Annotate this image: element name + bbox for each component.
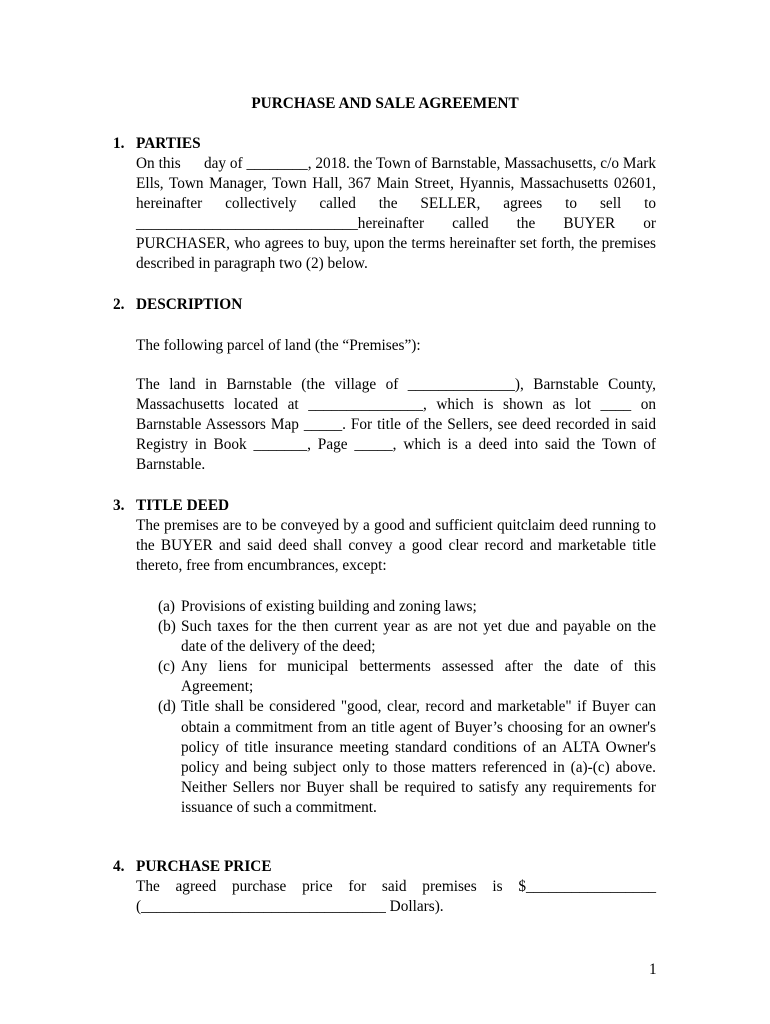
page-number: 1: [649, 961, 657, 978]
list-item-label: (d): [158, 698, 176, 716]
section-heading: DESCRIPTION: [136, 296, 243, 313]
description-paragraph: The land in Barnstable (the village of ______________), Barnstable County, Massachusetts located at _______________, which is shown as lot ____ on Barnstable Assessors Map _____. For title of the Sellers, see deed recorded in said Registry in Book _______, Page _____, which is a deed into said the Town of Barnstable.: [136, 376, 656, 474]
purchase-price-paragraph: The agreed purchase price for said premises is $_________________ (________________________________ Dollars).: [136, 878, 656, 916]
section-number: 1.: [113, 135, 125, 152]
list-item-text: Such taxes for the then current year as are not yet due and payable on the date of the delivery of the deed;: [181, 618, 656, 656]
list-item: [158, 597, 656, 617]
section-heading: PARTIES: [136, 135, 201, 152]
list-item-label: (b): [158, 618, 176, 636]
list-item-label: (c): [158, 658, 175, 676]
parties-paragraph: On this day of ________, 2018. the Town of Barnstable, Massachusetts, c/o Mark Ells, Town Manager, Town Hall, 367 Main Street, Hyannis, Massachusetts 02601, hereinafter collectively called the SELLER, agrees to sell to _____________________________hereinafter called the BUYER or PURCHASER, who agrees to buy, upon the terms hereinafter set forth, the premises described in paragraph two (2) below.: [136, 155, 660, 273]
list-item: [158, 657, 656, 697]
list-item-text: Provisions of existing building and zoning laws;: [181, 598, 477, 615]
section-number: 2.: [113, 296, 125, 313]
list-item-label: (a): [158, 598, 175, 615]
section-number: 3.: [113, 497, 125, 514]
list-item: [158, 697, 656, 818]
section-number: 4.: [113, 858, 125, 875]
list-item-text: Title shall be considered "good, clear, record and marketable" if Buyer can obtain a commitment from an title agent of Buyer’s choosing for an owner's policy of title insurance meeting standard conditions of an ALTA Owner's policy and being subject only to those matters referenced in (a)-(c) above. Neither Sellers nor Buyer shall be required to satisfy any requirements for issuance of such a commitment.: [181, 698, 656, 816]
title-deed-paragraph: The premises are to be conveyed by a good and sufficient quitclaim deed running to the BUYER and said deed shall convey a good clear record and marketable title thereto, free from encumbrances, except:: [136, 517, 656, 575]
section-heading: PURCHASE PRICE: [136, 858, 272, 875]
list-item-text: Any liens for municipal betterments assessed after the date of this Agreement;: [181, 658, 656, 696]
section-heading: TITLE DEED: [136, 497, 230, 514]
document-title: PURCHASE AND SALE AGREEMENT: [251, 95, 519, 112]
list-item: [158, 617, 656, 657]
description-intro: The following parcel of land (the “Premises”):: [136, 337, 421, 354]
exceptions-list: [158, 597, 656, 818]
